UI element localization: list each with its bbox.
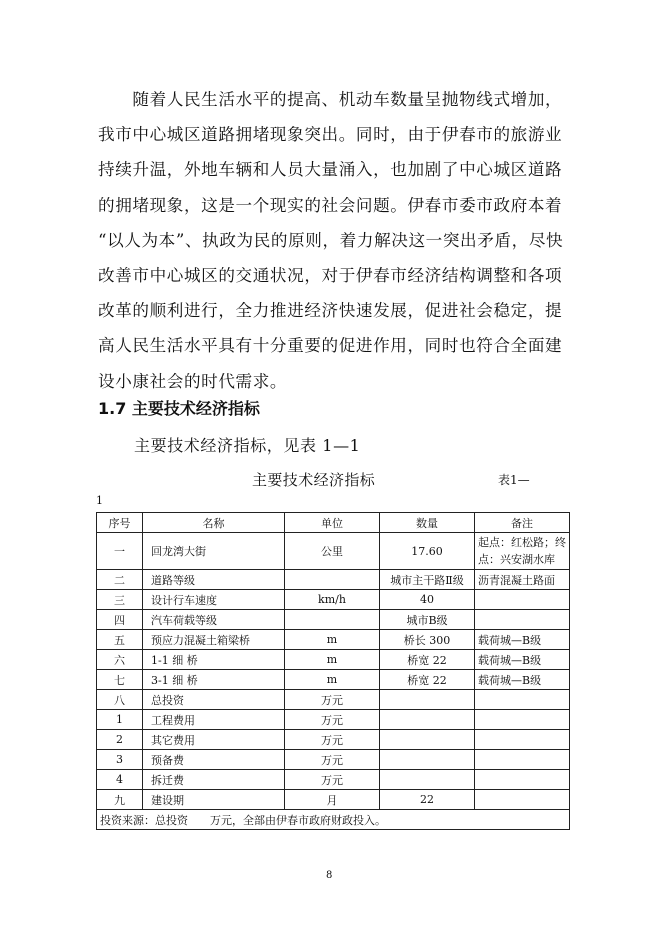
cell-name: 建设期 xyxy=(143,790,285,810)
table-caption: 主要技术经济指标 xyxy=(252,471,376,489)
header-cell: 数量 xyxy=(380,513,475,533)
table-row xyxy=(97,670,570,690)
cell-qty: 22 xyxy=(380,790,475,810)
cell-unit: km/h xyxy=(285,590,380,610)
cell-note: 沥青混凝土路面 xyxy=(475,570,570,590)
cell-qty: 城市主干路Ⅱ级 xyxy=(380,570,475,590)
cell-no: 4 xyxy=(97,770,143,790)
cell-no: 四 xyxy=(97,610,143,630)
cell-qty xyxy=(380,770,475,790)
table-label-continued: 1 xyxy=(96,494,103,507)
cell-no: 五 xyxy=(97,630,143,650)
header-cell: 名称 xyxy=(143,513,285,533)
cell-no: 七 xyxy=(97,670,143,690)
cell-unit: m xyxy=(285,650,380,670)
cell-unit: m xyxy=(285,670,380,690)
cell-qty xyxy=(380,710,475,730)
cell-unit xyxy=(285,570,380,590)
cell-qty: 17.60 xyxy=(380,533,475,570)
cell-note: 载荷城—B级 xyxy=(475,650,570,670)
table-row xyxy=(97,790,570,810)
cell-name: 总投资 xyxy=(143,690,285,710)
cell-note xyxy=(475,790,570,810)
paragraph-line: 我市中心城区道路拥堵现象突出。同时，由于伊春市的旅游业 xyxy=(98,125,563,145)
cell-note: 载荷城—B级 xyxy=(475,670,570,690)
cell-name: 其它费用 xyxy=(143,730,285,750)
cell-unit: m xyxy=(285,630,380,650)
cell-qty: 桥宽 22 xyxy=(380,650,475,670)
table-row xyxy=(97,590,570,610)
cell-name: 汽车荷载等级 xyxy=(143,610,285,630)
cell-no: 1 xyxy=(97,710,143,730)
cell-name: 1-1 细 桥 xyxy=(143,650,285,670)
cell-note xyxy=(475,750,570,770)
cell-note xyxy=(475,590,570,610)
cell-no: 九 xyxy=(97,790,143,810)
table-row xyxy=(97,610,570,630)
table-row xyxy=(97,533,570,570)
cell-unit: 月 xyxy=(285,790,380,810)
page-number: 8 xyxy=(326,870,333,881)
cell-note xyxy=(475,710,570,730)
cell-qty xyxy=(380,730,475,750)
paragraph-line: 改善市中心城区的交通状况，对于伊春市经济结构调整和各项 xyxy=(98,266,563,286)
cell-unit: 万元 xyxy=(285,750,380,770)
cell-name: 预应力混凝土箱梁桥 xyxy=(143,630,285,650)
section-heading: 1.7 主要技术经济指标 xyxy=(98,399,260,418)
cell-qty: 40 xyxy=(380,590,475,610)
cell-name: 工程费用 xyxy=(143,710,285,730)
table-label: 表1— xyxy=(498,473,530,487)
paragraph-line: 改革的顺利进行，全力推进经济快速发展，促进社会稳定，提 xyxy=(98,301,563,321)
paragraph-line: 持续升温，外地车辆和人员大量涌入，也加剧了中心城区道路 xyxy=(98,160,563,180)
cell-unit xyxy=(285,610,380,630)
header-cell: 备注 xyxy=(475,513,570,533)
cell-name: 预备费 xyxy=(143,750,285,770)
cell-name: 3-1 细 桥 xyxy=(143,670,285,690)
investment-source-note: 投资来源：总投资 万元，全部由伊春市政府财政投入。 xyxy=(97,810,570,830)
cell-qty xyxy=(380,750,475,770)
header-cell: 序号 xyxy=(97,513,143,533)
cell-note xyxy=(475,730,570,750)
cell-no: 二 xyxy=(97,570,143,590)
cell-no: 3 xyxy=(97,750,143,770)
cell-no: 2 xyxy=(97,730,143,750)
cell-name: 拆迁费 xyxy=(143,770,285,790)
cell-name: 道路等级 xyxy=(143,570,285,590)
table-row xyxy=(97,570,570,590)
body-paragraph xyxy=(98,82,564,399)
cell-qty: 桥宽 22 xyxy=(380,670,475,690)
cell-name: 设计行车速度 xyxy=(143,590,285,610)
paragraph-line: 设小康社会的时代需求。 xyxy=(98,371,288,391)
cell-no: 三 xyxy=(97,590,143,610)
cell-name: 回龙湾大街 xyxy=(143,533,285,570)
cell-note xyxy=(475,690,570,710)
cell-note: 起点：红松路；终点：兴安湖水库 xyxy=(475,533,570,570)
cell-no: 八 xyxy=(97,690,143,710)
cell-unit: 万元 xyxy=(285,770,380,790)
table-footer-row xyxy=(97,810,570,830)
table-row xyxy=(97,650,570,670)
cell-qty xyxy=(380,690,475,710)
table-intro-text: 主要技术经济指标，见表 1—1 xyxy=(134,436,361,455)
cell-no: 六 xyxy=(97,650,143,670)
table-row xyxy=(97,690,570,710)
paragraph-line: “以人为本”、执政为民的原则，着力解决这一突出矛盾，尽快 xyxy=(98,230,564,250)
cell-no: 一 xyxy=(97,533,143,570)
header-cell: 单位 xyxy=(285,513,380,533)
table-row xyxy=(97,630,570,650)
cell-note: 载荷城—B级 xyxy=(475,630,570,650)
cell-qty: 城市B级 xyxy=(380,610,475,630)
cell-qty: 桥长 300 xyxy=(380,630,475,650)
cell-note xyxy=(475,770,570,790)
table-row xyxy=(97,750,570,770)
paragraph-line: 的拥堵现象，这是一个现实的社会问题。伊春市委市政府本着 xyxy=(98,195,563,215)
cell-unit: 万元 xyxy=(285,690,380,710)
table-header-row xyxy=(97,513,570,533)
cell-note xyxy=(475,610,570,630)
cell-unit: 万元 xyxy=(285,730,380,750)
paragraph-line: 随着人民生活水平的提高、机动车数量呈抛物线式增加， xyxy=(98,90,563,109)
paragraph-line: 高人民生活水平具有十分重要的促进作用，同时也符合全面建 xyxy=(98,336,563,356)
cell-unit: 公里 xyxy=(285,533,380,570)
table-row xyxy=(97,710,570,730)
table-row xyxy=(97,730,570,750)
table-row xyxy=(97,770,570,790)
cell-unit: 万元 xyxy=(285,710,380,730)
indicators-table xyxy=(96,512,570,830)
